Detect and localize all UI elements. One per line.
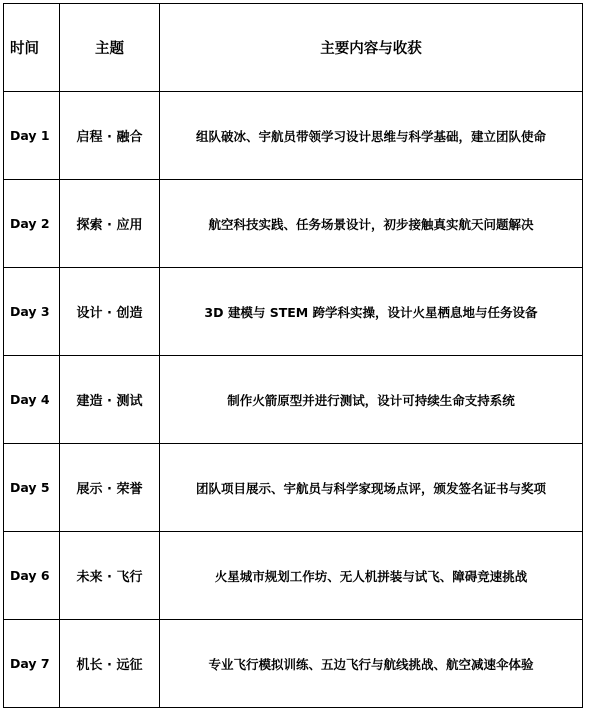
day-cell: Day 6 bbox=[4, 532, 60, 620]
header-theme: 主题 bbox=[60, 4, 160, 92]
theme-cell: 设计 · 创造 bbox=[60, 268, 160, 356]
header-time: 时间 bbox=[4, 4, 60, 92]
content-cell: 组队破冰、宇航员带领学习设计思维与科学基础，建立团队使命 bbox=[160, 92, 583, 180]
table-row bbox=[4, 356, 583, 444]
theme-cell: 展示 · 荣誉 bbox=[60, 444, 160, 532]
theme-cell: 机长 · 远征 bbox=[60, 620, 160, 708]
table-row bbox=[4, 620, 583, 708]
header-content: 主要内容与收获 bbox=[160, 4, 583, 92]
theme-cell: 建造 · 测试 bbox=[60, 356, 160, 444]
theme-cell: 探索 · 应用 bbox=[60, 180, 160, 268]
day-cell: Day 2 bbox=[4, 180, 60, 268]
theme-cell: 启程 · 融合 bbox=[60, 92, 160, 180]
content-cell: 火星城市规划工作坊、无人机拼装与试飞、障碍竞速挑战 bbox=[160, 532, 583, 620]
day-cell: Day 5 bbox=[4, 444, 60, 532]
content-cell: 3D 建模与 STEM 跨学科实操，设计火星栖息地与任务设备 bbox=[160, 268, 583, 356]
day-cell: Day 7 bbox=[4, 620, 60, 708]
table-row bbox=[4, 268, 583, 356]
content-cell: 航空科技实践、任务场景设计，初步接触真实航天问题解决 bbox=[160, 180, 583, 268]
content-cell: 制作火箭原型并进行测试，设计可持续生命支持系统 bbox=[160, 356, 583, 444]
table-row bbox=[4, 444, 583, 532]
header-row bbox=[4, 4, 583, 92]
table-row bbox=[4, 180, 583, 268]
day-cell: Day 4 bbox=[4, 356, 60, 444]
day-cell: Day 1 bbox=[4, 92, 60, 180]
schedule-table bbox=[3, 3, 583, 708]
content-cell: 团队项目展示、宇航员与科学家现场点评，颁发签名证书与奖项 bbox=[160, 444, 583, 532]
theme-cell: 未来 · 飞行 bbox=[60, 532, 160, 620]
day-cell: Day 3 bbox=[4, 268, 60, 356]
content-cell: 专业飞行模拟训练、五边飞行与航线挑战、航空减速伞体验 bbox=[160, 620, 583, 708]
table-row bbox=[4, 532, 583, 620]
table-row bbox=[4, 92, 583, 180]
